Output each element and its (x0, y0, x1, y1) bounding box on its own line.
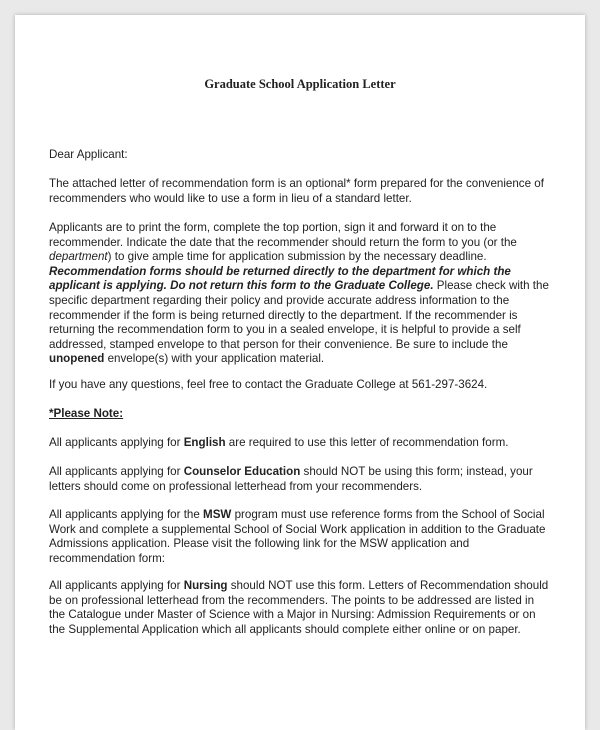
text-run: Applicants are to print the form, complete the top portion, sign it and forward it on to the recommender. Indicate the date that the recommender should return the form to you (or the (49, 221, 517, 249)
text-run: should NOT be using this form; instead, your letters should come on professional letterhead from your recommenders. (49, 465, 533, 493)
text-run: should NOT use this form. Letters of Recommendation should be on professional letterhead from the recommenders. The points to be addressed are listed in the Catalogue under Master of Science with a Major in Nursing: Admission Requirements or on the Supplemental Application which all applicants should complete either online or on paper. (49, 579, 549, 636)
note-heading-text: *Please Note: (49, 407, 124, 420)
text-run: All applicants applying for (49, 465, 184, 478)
paragraph-contact: If you have any questions, feel free to contact the Graduate College at 561-297-3624. (49, 378, 488, 391)
text-run: ) to give ample time for application submission by the necessary deadline. (107, 250, 487, 264)
text-run: All applicants applying for the (49, 508, 204, 521)
text-run-bold: Counselor Education (183, 465, 301, 478)
text-run-bold: MSW (203, 508, 232, 521)
text-run: envelope(s) with your application material. (104, 352, 325, 366)
note-heading (49, 407, 549, 422)
text-run-bold: Nursing (183, 579, 228, 592)
text-run-bold: English (183, 436, 226, 449)
salutation: Dear Applicant: (49, 148, 128, 161)
document-title: Graduate School Application Letter (204, 77, 396, 91)
text-run: program must use reference forms from the School of Social Work and complete a supplemental School of Social Work application in addition to the Graduate Admissions application. Please visit the following link for the MSW application and recommendation form: (49, 508, 546, 565)
note-english (49, 436, 549, 451)
paragraph-instructions (49, 221, 549, 367)
note-counselor-education (49, 465, 549, 494)
text-run: are required to use this letter of recommendation form. (225, 436, 509, 449)
text-run: Please check with the specific department regarding their policy and provide accurate address information to the recommender if the form is being returned directly to the department. If the recommender is returning the recommendation form to you in a sealed envelope, it is helpful to provide a self addressed, stamped envelope to that person for their convenience. Be sure to include the (49, 279, 549, 351)
text-run: All applicants applying for (49, 436, 184, 449)
text-run-italic: department (49, 250, 108, 264)
text-run: All applicants applying for (49, 579, 184, 592)
text-run-bold: unopened (49, 352, 105, 366)
paragraph-intro: The attached letter of recommendation form is an optional* form prepared for the convenience of recommenders who would like to use a form in lieu of a standard letter. (49, 177, 544, 205)
note-nursing (49, 579, 549, 637)
note-msw (49, 508, 549, 566)
document-page (15, 15, 585, 730)
text-run-bold-italic: Recommendation forms should be returned directly to the department for which the applicant is applying. Do not return this form to the Graduate College. (49, 264, 511, 293)
